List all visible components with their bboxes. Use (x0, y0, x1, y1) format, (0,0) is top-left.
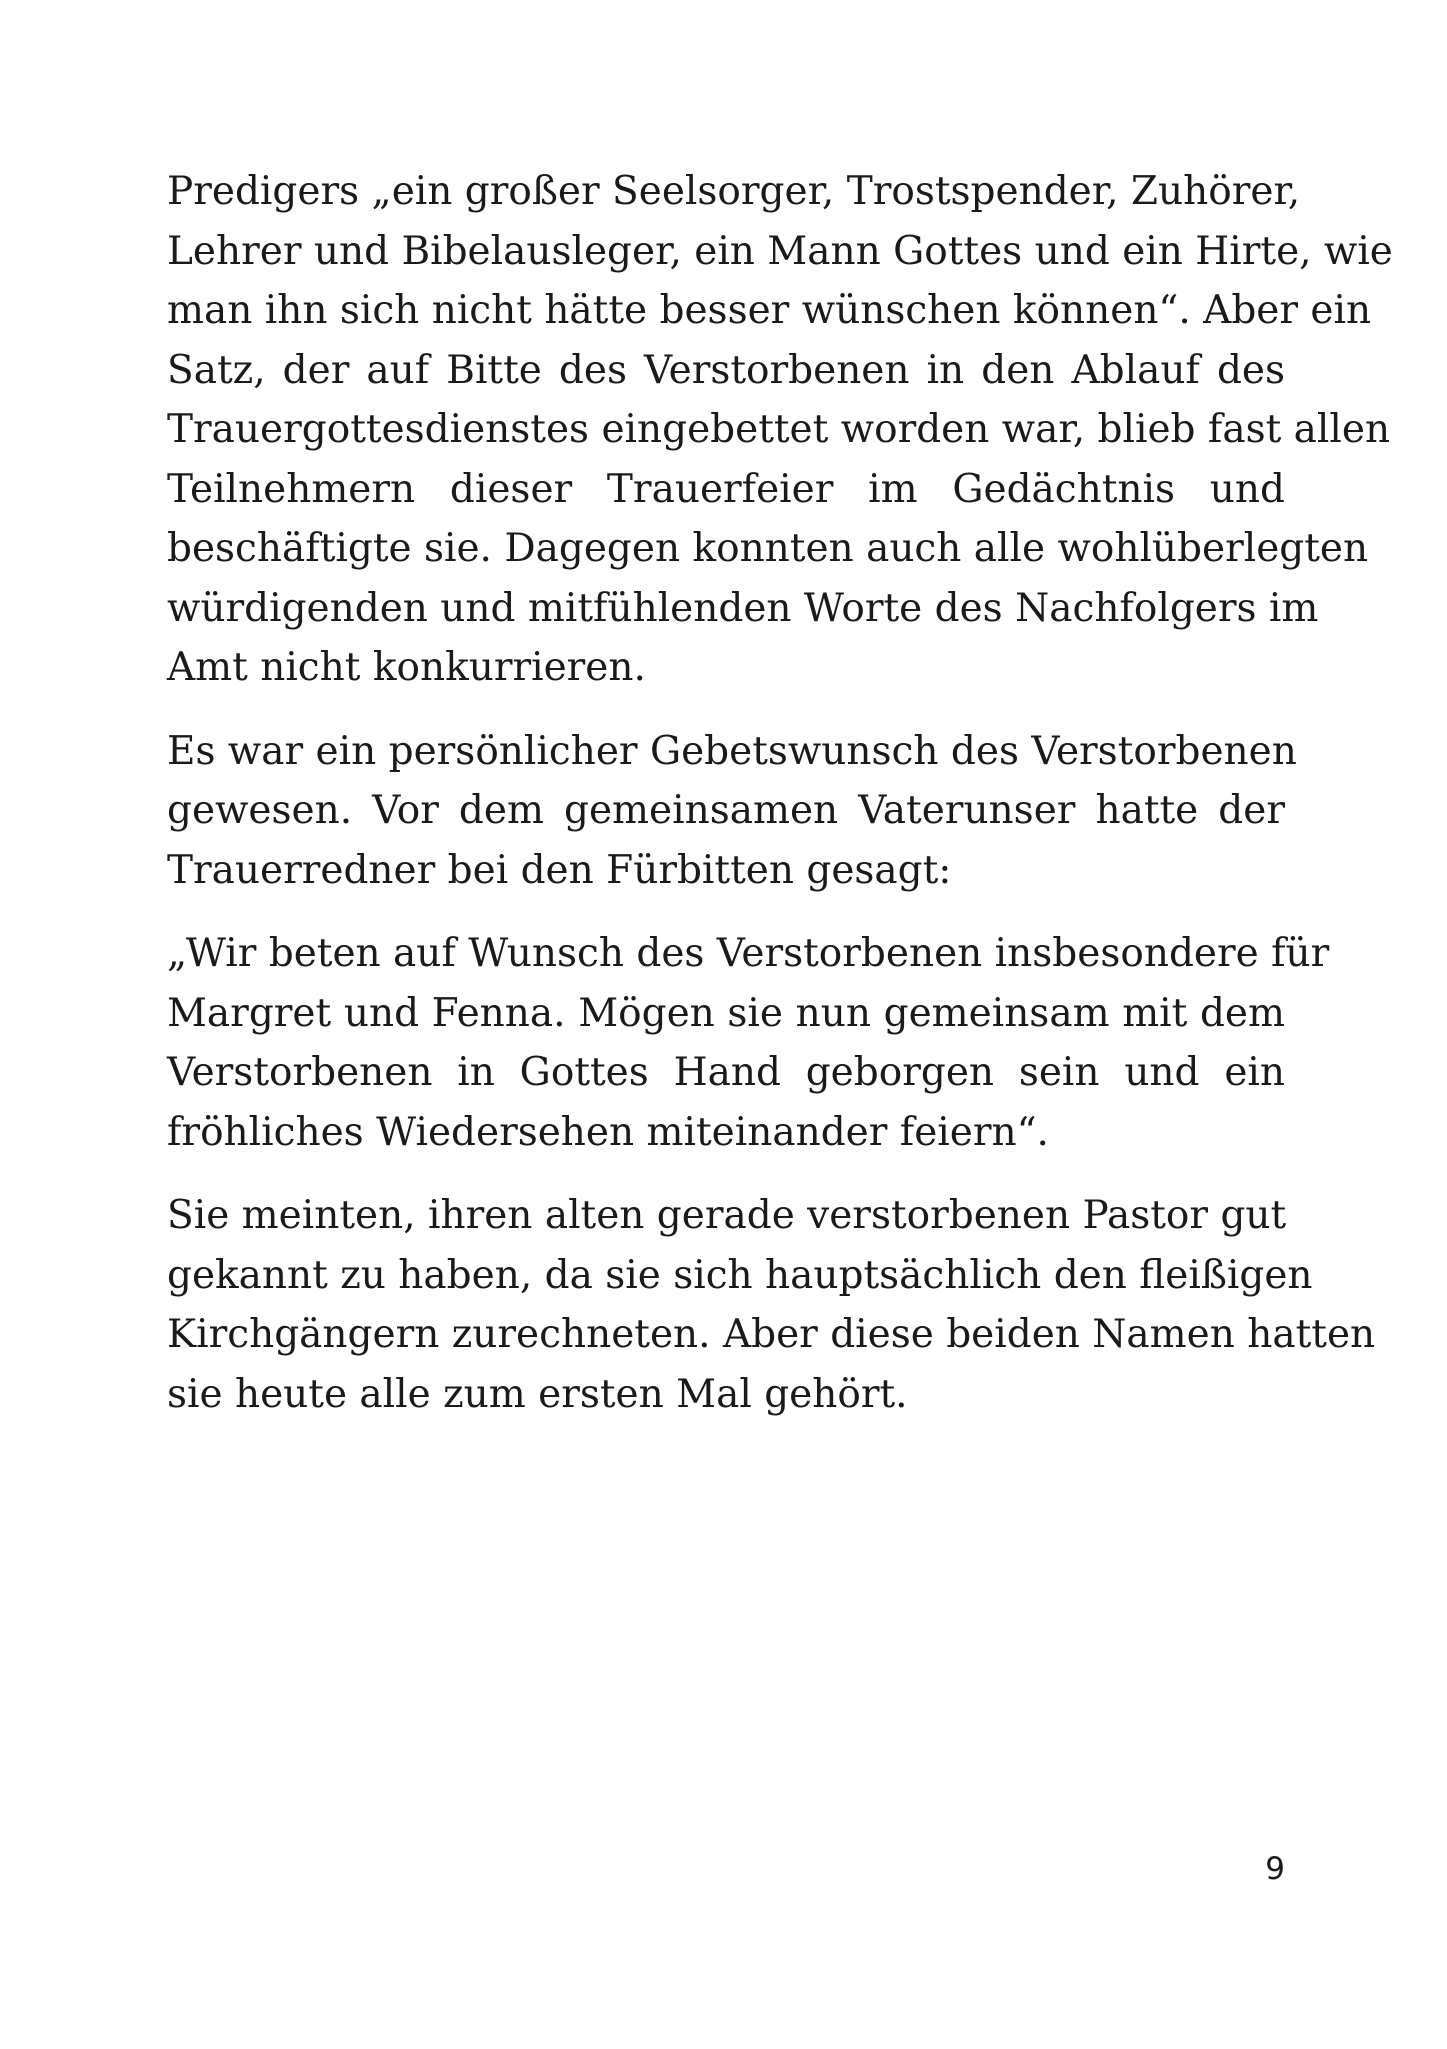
text-line: Kirchgängern zurechneten. Aber diese beiden Namen hatten (167, 1312, 1376, 1357)
text-line: Teilnehmern dieser Trauerfeier im Gedächtnis und (167, 466, 1285, 512)
text-line: man ihn sich nicht hätte besser wünschen können“. Aber ein (167, 288, 1372, 333)
text-line: Verstorbenen in Gottes Hand geborgen sein und ein (167, 1050, 1285, 1095)
text-line: Sie meinten, ihren alten gerade verstorbenen Pastor gut (167, 1193, 1287, 1238)
body-text (167, 162, 1393, 1448)
text-line: beschäftigte sie. Dagegen konnten auch alle wohlüberlegten (167, 526, 1369, 571)
page-number: 9 (1265, 1851, 1285, 1887)
text-line: Trauerredner bei den Fürbitten gesagt: (167, 847, 952, 893)
text-line: Margret und Fenna. Mögen sie nun gemeinsam mit dem (167, 990, 1285, 1036)
text-line: gewesen. Vor dem gemeinsamen Vaterunser hatte der (167, 788, 1285, 833)
text-line: Amt nicht konkurrieren. (167, 645, 646, 690)
text-line: würdigenden und mitfühlenden Worte des Nachfolgers im (167, 585, 1319, 631)
text-line: Trauergottesdienstes eingebettet worden war, blieb fast allen (167, 407, 1391, 452)
text-line: Lehrer und Bibelausleger, ein Mann Gottes und ein Hirte, wie (167, 228, 1393, 274)
text-line: sie heute alle zum ersten Mal gehört. (167, 1371, 908, 1417)
paragraph-1 (167, 162, 1393, 698)
text-line: gekannt zu haben, da sie sich hauptsächlich den fleißigen (167, 1252, 1313, 1298)
text-line: fröhliches Wiedersehen miteinander feiern“. (167, 1109, 1049, 1155)
text-line: Es war ein persönlicher Gebetswunsch des Verstorbenen (167, 728, 1297, 774)
text-line: Satz, der auf Bitte des Verstorbenen in den Ablauf des (167, 347, 1285, 393)
text-line: Predigers „ein großer Seelsorger, Trostspender, Zuhörer, (167, 169, 1301, 214)
paragraph-4 (167, 1186, 1376, 1424)
text-line: „Wir beten auf Wunsch des Verstorbenen insbesondere für (167, 931, 1330, 976)
paragraph-3-quote (167, 924, 1330, 1162)
paragraph-2 (167, 722, 1297, 901)
